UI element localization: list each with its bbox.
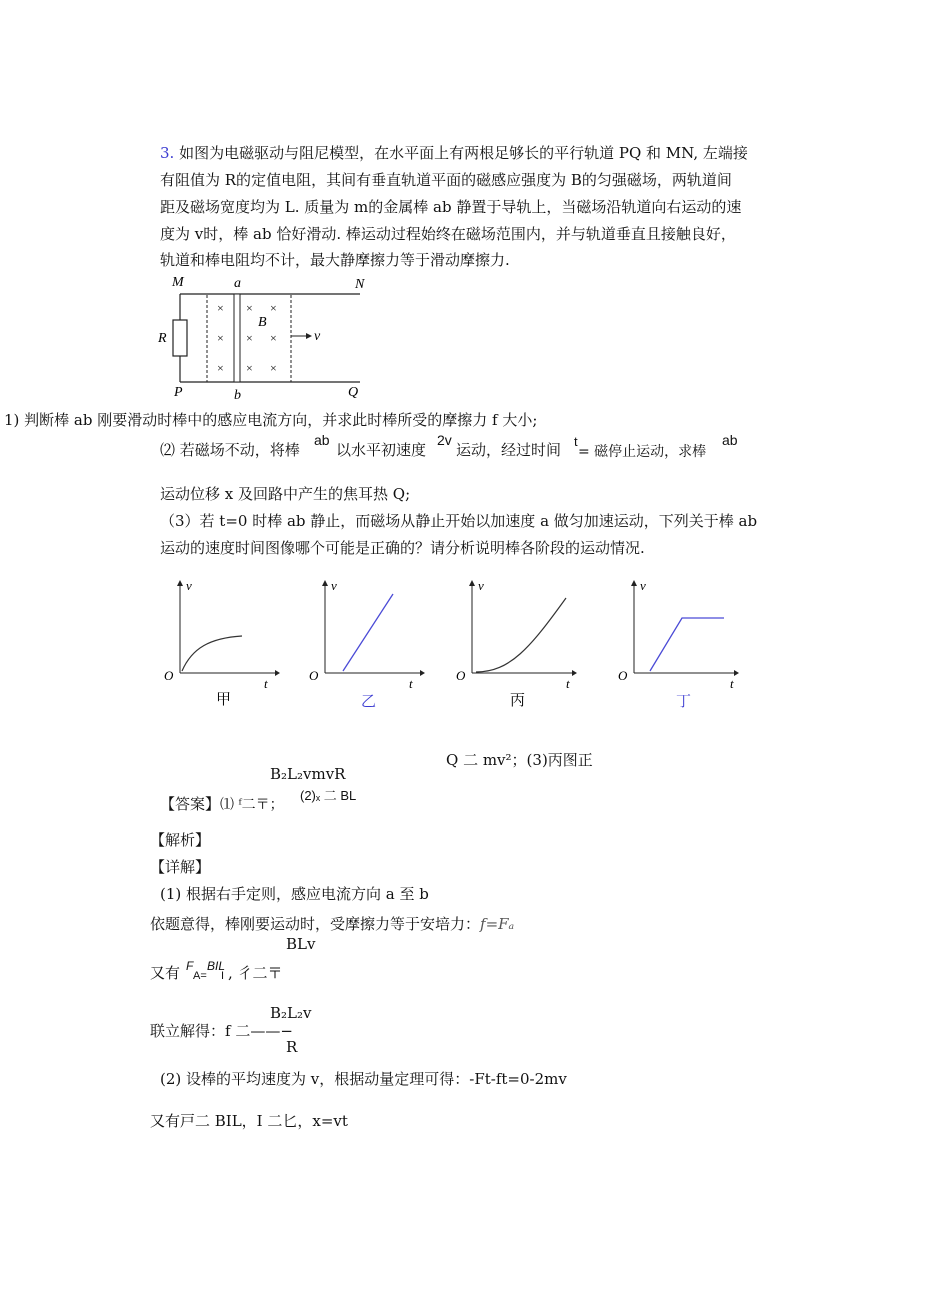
step-6: 又有戸二 BIL，I 二匕，x=vt (150, 1112, 348, 1130)
label-v: v (314, 329, 321, 344)
origin: O (456, 668, 466, 683)
answer-fragment: Q 二 mv²；(3)丙图正 (446, 751, 593, 769)
question-line-4: 度为 v时，棒 ab 恰好滑动. 棒运动过程始终在磁场范围内，并与轨道垂直且接触良好， (160, 225, 736, 243)
graph-yi (305, 578, 425, 713)
step-3-F: F (186, 959, 194, 973)
field-cross: × (246, 331, 253, 345)
axis-t: t (566, 676, 570, 691)
field-cross: × (217, 301, 224, 315)
detail-heading: 【详解】 (150, 858, 211, 876)
answer-top-expression: B₂L₂vmvR (270, 765, 346, 783)
sub-question-3-line-1: （3）若 t=0 时棒 ab 静止，而磁场从静止开始以加速度 a 做匀加速运动，下列关于棒 ab (160, 512, 758, 530)
circuit-diagram (150, 272, 380, 402)
step-3-prefix: 又有 (150, 964, 181, 982)
sub2-eq: = 磁停止运动，求棒 (578, 444, 707, 460)
step-2 (150, 914, 514, 934)
label-b: b (234, 388, 241, 403)
axis-t: t (730, 676, 734, 691)
answer-line (160, 794, 284, 815)
label-P: P (174, 385, 183, 400)
step-3-sub: A= (193, 970, 207, 982)
sub2-prefix: ⑵ 若磁场不动，将棒 (160, 441, 300, 459)
graph-label: 丁 (676, 694, 692, 710)
question-number: 3. (160, 144, 175, 162)
field-cross: × (270, 361, 277, 375)
axis-v: v (186, 578, 192, 593)
sub-question-2-line-2: 运动位移 x 及回路中产生的焦耳热 Q; (160, 485, 411, 503)
axis-t: t (264, 676, 268, 691)
axis-v: v (478, 578, 484, 593)
axis-v: v (640, 578, 646, 593)
step-2-text: 依题意得，棒刚要运动时，受摩擦力等于安培力： (150, 915, 481, 933)
step-1: (1) 根据右手定则，感应电流方向 a 至 b (160, 885, 429, 903)
sub2-ab-2: ab (722, 432, 738, 448)
question-line-2: 有阻值为 R的定值电阻，其间有垂直轨道平面的磁感应强度为 B的匀强磁场，两轨道间 (160, 171, 732, 189)
step-4: 联立解得：f 二——− (150, 1022, 293, 1040)
graph-ding (612, 578, 742, 713)
label-N: N (355, 277, 365, 292)
label-M: M (172, 275, 184, 290)
question-line-5: 轨道和棒电阻均不计，最大静摩擦力等于滑动摩擦力. (160, 251, 510, 269)
sub2-ab-1: ab (314, 432, 330, 448)
label-a: a (234, 276, 241, 291)
field-cross: × (246, 301, 253, 315)
step-5: (2) 设棒的平均速度为 v，根据动量定理可得：-Ft-ft=0-2mv (160, 1070, 567, 1088)
field-cross: × (270, 301, 277, 315)
sub2-mid: 以水平初速度 (336, 441, 427, 459)
graph-label: 丙 (510, 693, 526, 709)
origin: O (164, 668, 174, 683)
resistor (173, 320, 187, 356)
fraction-numerator-b2l2v: B₂L₂v (270, 1004, 312, 1022)
label-R: R (158, 331, 167, 346)
question-text-1: 如图为电磁驱动与阻尼模型，在水平面上有两根足够长的平行轨道 PQ 和 MN, 左端接 (179, 144, 748, 162)
answer-part-2: (2)ₓ 二 BL (300, 788, 357, 803)
fraction-numerator-blv: BLv (286, 935, 316, 953)
axis-t: t (409, 676, 413, 691)
answer-part-1: ⑴ ᶠ二〒； (220, 797, 284, 813)
graph-jia (160, 578, 280, 713)
rod-ab (234, 294, 240, 382)
sub2-mid2: 运动，经过时间 (456, 441, 562, 459)
graph-bing (450, 578, 580, 713)
step-2-formula: f=Fₐ (480, 915, 515, 933)
fraction-denominator-r: R (286, 1038, 298, 1056)
origin: O (309, 668, 319, 683)
field-cross: × (217, 361, 224, 375)
field-cross: × (270, 331, 277, 345)
step-3-BIL: BIL (207, 959, 226, 973)
sub-question-2-line-1 (160, 440, 300, 460)
question-line-1 (160, 143, 748, 163)
graph-label: 乙 (361, 694, 377, 710)
sub-question-1: 1) 判断棒 ab 刚要滑动时棒中的感应电流方向，并求此时棒所受的摩擦力 f 大小; (4, 411, 538, 429)
step-3-I: I (221, 970, 225, 982)
field-cross: × (246, 361, 253, 375)
label-Q: Q (348, 385, 359, 400)
step-3-rest: , 彳二〒 (228, 964, 283, 982)
sub2-v0: 2v (437, 432, 452, 448)
axis-v: v (331, 578, 337, 593)
question-line-3: 距及磁场宽度均为 L. 质量为 m的金属棒 ab 静置于导轨上，当磁场沿轨道向右运动的速 (160, 198, 742, 216)
answer-label: 【答案】 (160, 795, 221, 813)
origin: O (618, 668, 628, 683)
analysis-heading: 【解析】 (150, 831, 211, 849)
sub2-t: t (574, 434, 578, 449)
label-B: B (258, 315, 267, 330)
field-cross: × (217, 331, 224, 345)
graph-label: 甲 (216, 692, 232, 708)
sub-question-3-line-2: 运动的速度时间图像哪个可能是正确的？请分析说明棒各阶段的运动情况. (160, 539, 645, 557)
